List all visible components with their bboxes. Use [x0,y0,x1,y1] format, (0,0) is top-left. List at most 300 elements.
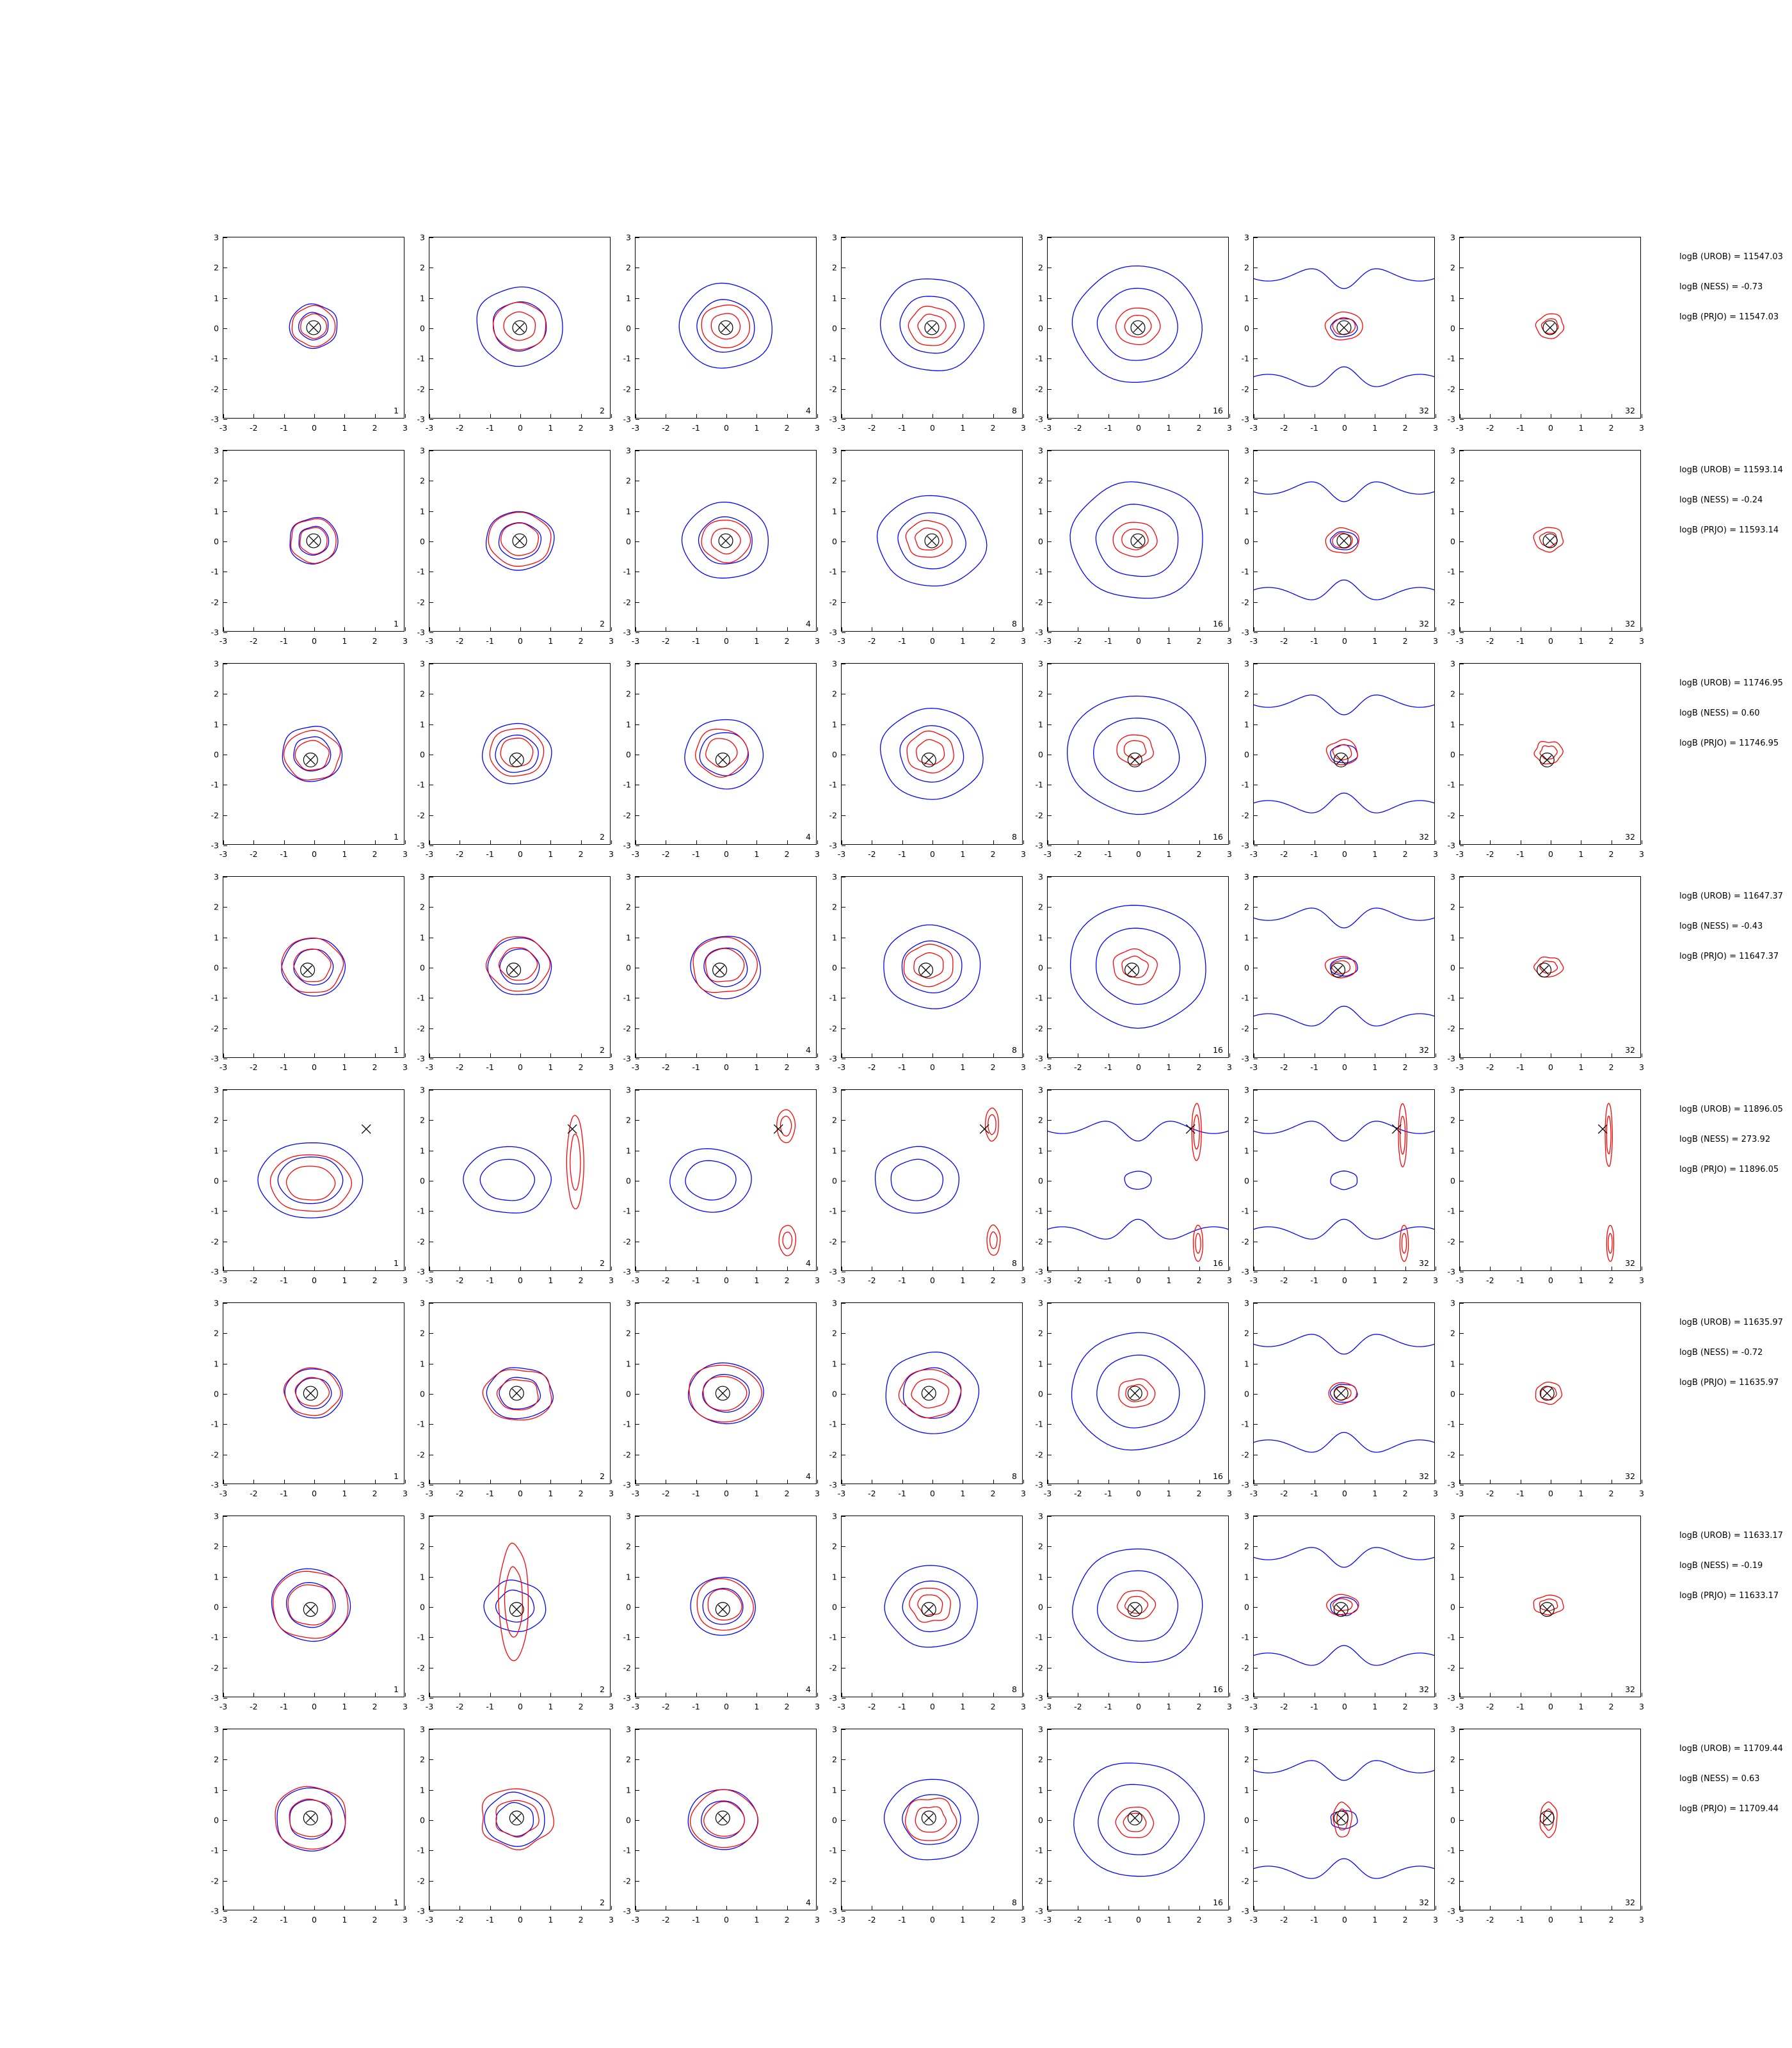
y-tickmark [1048,845,1052,846]
x-tick-label: 1 [548,1489,554,1498]
y-tick-label: 2 [1038,689,1043,699]
annotation-line: logB (NESS) = 0.63 [1679,1774,1760,1784]
x-tickmark [902,627,903,631]
y-tickmark [429,1424,433,1425]
y-tickmark [429,1759,433,1760]
x-tick-label: -2 [1074,1062,1082,1072]
x-tick-label: -1 [1104,636,1112,646]
x-tickmark [581,414,582,418]
y-tickmark [1254,724,1258,725]
y-tickmark [636,328,639,329]
y-tick-label: -2 [1447,597,1455,607]
y-tickmark [223,237,227,238]
x-tickmark [1405,1906,1406,1910]
x-tickmark [284,1053,285,1057]
y-tick-label: 0 [1244,536,1249,547]
x-tick-label: 2 [784,1062,790,1072]
x-tick-label: 3 [609,1702,614,1711]
contour-panel-r7-c6 [1241,1511,1438,1711]
y-tickmark [842,419,845,420]
x-tick-label: 0 [724,1702,729,1711]
contour-panel-r2-c3 [623,445,820,646]
x-tick-label: -2 [662,1702,670,1711]
annotation-line: logB (UROB) = 11746.95 [1679,678,1783,688]
x-tick-label: 0 [1136,1702,1141,1711]
x-tickmark [253,840,254,844]
x-tick-label: -1 [1516,1915,1524,1924]
x-tickmark [611,1906,612,1910]
y-tick-label: -3 [623,840,631,851]
y-tick-label: 0 [214,1602,219,1612]
x-tick-label: 2 [578,423,584,433]
y-tick-label: -2 [829,1663,837,1673]
x-tick-label: -2 [1486,1062,1494,1072]
y-tick-label: -1 [1241,780,1249,790]
x-tick-label: -3 [1455,849,1464,859]
x-tick-label: 1 [1372,636,1378,646]
y-tick-label: -3 [1241,1053,1249,1064]
y-tick-label: -1 [1241,566,1249,577]
x-tickmark [490,627,491,631]
x-tickmark [1199,627,1200,631]
y-tick-label: 0 [626,1176,631,1186]
x-tick-label: -3 [631,1276,640,1285]
x-tickmark [817,1480,818,1484]
x-tick-label: 3 [1639,636,1644,646]
x-tick-label: 3 [1433,849,1438,859]
y-tickmark [429,358,433,359]
y-tick-label: -1 [211,1206,219,1216]
annotation-line: logB (UROB) = 11635.97 [1679,1318,1783,1327]
x-tickmark [223,1053,224,1057]
y-tick-label: 3 [626,1298,631,1308]
x-tickmark [253,1693,254,1697]
x-tick-label: -2 [250,1702,258,1711]
y-tick-label: 3 [420,445,425,456]
y-tick-label: -2 [623,1450,631,1460]
y-tick-label: 2 [1450,902,1455,912]
x-tick-label: -2 [250,1489,258,1498]
y-tickmark [1048,1516,1052,1517]
y-tickmark [1048,1820,1052,1821]
y-tick-label: 3 [214,445,219,456]
y-tick-label: 1 [1244,719,1249,730]
y-tick-label: -1 [829,993,837,1003]
contour-panel-r8-c3 [623,1724,820,1924]
y-tick-label: -2 [623,1023,631,1034]
x-tick-label: 0 [1548,1915,1553,1924]
x-tick-label: -3 [1455,1276,1464,1285]
y-tick-label: -1 [1241,993,1249,1003]
x-tickmark [993,1906,994,1910]
x-tickmark [902,1053,903,1057]
y-tick-label: -3 [211,1480,219,1490]
x-tick-label: 1 [960,423,966,433]
y-tick-label: 2 [1244,262,1249,273]
y-tick-label: -2 [1035,1023,1043,1034]
panel-index-label: 32 [1625,1898,1635,1907]
y-tick-label: 1 [832,293,837,303]
x-tick-label: -1 [898,423,906,433]
x-tick-label: -2 [250,636,258,646]
x-tickmark [581,1906,582,1910]
y-tick-label: 2 [1244,1541,1249,1551]
x-tick-label: -3 [219,1915,228,1924]
panel-index-label: 16 [1213,1045,1223,1055]
y-tick-label: 2 [420,902,425,912]
x-tick-label: 0 [518,423,523,433]
contour-panel-r2-c4 [829,445,1026,646]
x-tick-label: -3 [631,1915,640,1924]
y-tickmark [223,1881,227,1882]
y-tick-label: -1 [417,1419,425,1429]
y-tickmark [1254,1790,1258,1791]
x-tick-label: 1 [548,636,554,646]
y-tickmark [842,511,845,512]
y-tick-label: -3 [417,414,425,424]
y-tick-label: -2 [1241,384,1249,394]
y-tickmark [842,1303,845,1304]
x-tick-label: 3 [609,1915,614,1924]
y-tick-label: 3 [214,232,219,243]
y-tick-label: -1 [1035,1845,1043,1855]
x-tickmark [993,414,994,418]
y-tick-label: 0 [626,749,631,760]
y-tick-label: 2 [832,902,837,912]
x-tick-label: -1 [898,1276,906,1285]
y-tick-label: 2 [214,1541,219,1551]
y-tickmark [842,389,845,390]
x-tickmark [932,1906,933,1910]
x-tick-label: 3 [403,1489,408,1498]
y-tick-label: 1 [214,719,219,730]
y-tickmark [429,419,433,420]
y-tickmark [1460,1211,1464,1212]
x-tick-label: -1 [486,1276,494,1285]
x-tickmark [520,1693,521,1697]
x-tick-label: 2 [990,1915,996,1924]
y-tickmark [842,1637,845,1638]
x-tickmark [611,627,612,631]
y-tickmark [1254,358,1258,359]
x-tickmark [726,1906,727,1910]
panel-index-label: 1 [394,1684,399,1694]
x-tick-label: 2 [1402,1276,1408,1285]
x-tick-label: 0 [1548,1062,1553,1072]
y-tickmark [1460,632,1464,633]
y-tickmark [842,815,845,816]
annotation-line: logB (PRJO) = 11746.95 [1679,739,1779,748]
x-tickmark [253,1267,254,1270]
x-tick-label: -1 [280,1702,288,1711]
contour-panel-r5-c3 [623,1085,820,1285]
y-tickmark [1048,1090,1052,1091]
y-tickmark [636,1759,639,1760]
y-tickmark [1048,1333,1052,1334]
y-tickmark [842,541,845,542]
annotation-line: logB (UROB) = 11709.44 [1679,1744,1783,1754]
row-annotations-r4 [1679,892,1783,982]
y-tick-label: 0 [420,749,425,760]
y-tickmark [1460,1607,1464,1608]
y-tick-label: 1 [420,1785,425,1795]
x-tickmark [756,627,757,631]
y-tick-label: 0 [1244,963,1249,973]
y-tick-label: 3 [832,232,837,243]
x-tick-label: 1 [548,1702,554,1711]
y-tick-label: 3 [214,1724,219,1734]
x-tickmark [1490,1693,1491,1697]
y-tickmark [1048,907,1052,908]
y-tick-label: 2 [832,262,837,273]
x-tick-label: 0 [518,849,523,859]
contour-panel-r2-c1 [211,445,408,646]
x-tickmark [787,840,788,844]
y-tick-label: 0 [1244,1176,1249,1186]
y-tick-label: -2 [417,1236,425,1247]
contour-panel-r5-c1 [211,1085,408,1285]
x-tick-label: -3 [425,849,434,859]
y-tickmark [429,511,433,512]
x-tickmark [490,414,491,418]
x-tick-label: -1 [898,1915,906,1924]
x-tick-label: 2 [784,636,790,646]
x-tickmark [550,1480,551,1484]
x-tick-label: 0 [724,636,729,646]
x-tick-label: -3 [837,1062,846,1072]
y-tickmark [1048,1303,1052,1304]
y-tick-label: -3 [417,1267,425,1277]
x-tickmark [375,840,376,844]
y-tick-label: 0 [1450,749,1455,760]
y-tick-label: -2 [1241,1876,1249,1886]
x-tick-label: 3 [1227,1702,1232,1711]
y-tickmark [636,1090,639,1091]
x-tick-label: -3 [1249,636,1258,646]
y-tickmark [223,1028,227,1029]
panel-index-label: 16 [1213,1258,1223,1268]
x-tickmark [1108,414,1109,418]
contour-panel-r5-c2 [417,1085,614,1285]
row-annotations-r6 [1679,1318,1783,1408]
x-tickmark [405,414,406,418]
y-tickmark [1460,1333,1464,1334]
y-tick-label: -3 [829,1693,837,1703]
x-tickmark [696,840,697,844]
y-tick-label: -1 [623,1632,631,1642]
x-tickmark [1108,627,1109,631]
x-tick-label: 1 [342,1276,348,1285]
y-tick-label: 0 [214,963,219,973]
y-tick-label: 3 [1244,445,1249,456]
y-tick-label: 1 [1450,719,1455,730]
x-tickmark [756,1693,757,1697]
contour-panel-r5-c6 [1241,1085,1438,1285]
x-tickmark [520,1267,521,1270]
y-tickmark [1254,1820,1258,1821]
y-tickmark [223,815,227,816]
x-tick-label: -2 [868,1062,876,1072]
x-tick-label: 1 [548,1915,554,1924]
x-tick-label: -3 [837,636,846,646]
x-tick-label: -3 [837,1489,846,1498]
x-tick-label: 0 [724,1489,729,1498]
y-tickmark [429,237,433,238]
x-tick-label: -2 [1074,636,1082,646]
x-tick-label: 0 [1136,1915,1141,1924]
y-tick-label: -1 [829,1632,837,1642]
y-tickmark [223,1759,227,1760]
y-tickmark [429,632,433,633]
y-tick-label: 1 [832,506,837,516]
y-tickmark [842,328,845,329]
panel-index-label: 4 [806,1045,811,1055]
x-tick-label: -1 [280,1915,288,1924]
y-tick-label: -2 [1241,1450,1249,1460]
x-tickmark [726,1053,727,1057]
x-tick-label: -2 [250,849,258,859]
y-tick-label: 2 [214,689,219,699]
y-tickmark [1254,1424,1258,1425]
annotation-line: logB (UROB) = 11593.14 [1679,465,1783,475]
y-tick-label: 0 [214,323,219,333]
y-tick-label: -1 [417,1845,425,1855]
panel-index-label: 2 [600,619,605,628]
y-tickmark [636,1607,639,1608]
y-tickmark [1048,1698,1052,1699]
x-tick-label: -1 [280,849,288,859]
x-tick-label: 1 [1166,423,1172,433]
panel-index-label: 4 [806,619,811,628]
x-tick-label: -1 [1310,423,1318,433]
x-tick-label: 1 [960,1062,966,1072]
x-tick-label: 1 [754,636,760,646]
y-tick-label: -2 [829,1023,837,1034]
y-tick-label: 0 [1244,1389,1249,1399]
x-tick-label: -1 [486,1702,494,1711]
y-tick-label: -1 [211,1419,219,1429]
y-tick-label: -1 [1035,1206,1043,1216]
y-tick-label: 2 [1244,1754,1249,1764]
x-tick-label: -3 [219,849,228,859]
y-tickmark [429,389,433,390]
x-tickmark [1229,1906,1230,1910]
x-tickmark [520,840,521,844]
y-tickmark [223,541,227,542]
x-tick-label: -3 [1249,423,1258,433]
panel-index-label: 2 [600,1684,605,1694]
x-tickmark [932,627,933,631]
x-tick-label: 0 [724,1915,729,1924]
x-tick-label: -3 [837,1702,846,1711]
x-tick-label: -2 [868,423,876,433]
y-tick-label: -1 [829,1845,837,1855]
y-tickmark [636,1333,639,1334]
contour-panel-r3-c5 [1035,659,1232,859]
x-tick-label: -3 [631,423,640,433]
y-tick-label: -3 [1035,1693,1043,1703]
y-tickmark [636,1911,639,1912]
y-tick-label: 3 [1450,659,1455,669]
contour-panel-r1-c6 [1241,232,1438,433]
x-tickmark [696,1480,697,1484]
y-tick-label: -2 [1241,1236,1249,1247]
y-tick-label: 3 [1450,872,1455,882]
x-tick-label: -3 [1455,1489,1464,1498]
x-tick-label: 0 [930,1276,935,1285]
x-tick-label: 2 [1608,1276,1614,1285]
x-tick-label: -1 [1516,1489,1524,1498]
x-tickmark [581,1693,582,1697]
x-tick-label: -2 [1074,1702,1082,1711]
x-tick-label: -2 [868,1915,876,1924]
y-tick-label: -3 [1035,1480,1043,1490]
x-tick-label: 2 [578,1915,584,1924]
y-tick-label: 1 [214,1359,219,1369]
y-tickmark [636,1881,639,1882]
x-tick-label: -1 [898,1702,906,1711]
y-tick-label: 1 [214,506,219,516]
x-tick-label: -2 [1486,423,1494,433]
x-tickmark [344,1693,345,1697]
y-tick-label: 3 [214,1511,219,1521]
x-tick-label: -2 [456,636,464,646]
y-tick-label: -3 [1241,1480,1249,1490]
y-tick-label: -2 [1035,1236,1043,1247]
annotation-line: logB (PRJO) = 11896.05 [1679,1165,1779,1174]
x-tick-label: 0 [312,1489,317,1498]
x-tick-label: 3 [815,1702,820,1711]
x-tick-label: -3 [425,1276,434,1285]
x-tick-label: -3 [1043,1276,1052,1285]
panel-index-label: 16 [1213,1471,1223,1481]
y-tick-label: 1 [832,719,837,730]
x-tick-label: 1 [548,849,554,859]
y-tick-label: -2 [417,1450,425,1460]
y-tickmark [429,1820,433,1821]
y-tick-label: -2 [211,810,219,820]
x-tickmark [726,414,727,418]
x-tick-label: 1 [1372,849,1378,859]
x-tick-label: -1 [692,1915,700,1924]
x-tickmark [787,1693,788,1697]
x-tickmark [429,1906,430,1910]
x-tick-label: -3 [425,636,434,646]
y-tick-label: -2 [417,1023,425,1034]
x-tickmark [993,840,994,844]
x-tick-label: 2 [784,1702,790,1711]
x-tick-label: -2 [1074,849,1082,859]
panel-index-label: 1 [394,832,399,842]
y-tickmark [1048,511,1052,512]
y-tickmark [842,1028,845,1029]
y-tickmark [1254,511,1258,512]
x-tick-label: 3 [1021,1702,1026,1711]
y-tick-label: -1 [211,566,219,577]
y-tick-label: 2 [214,1328,219,1338]
x-tick-label: -3 [219,1276,228,1285]
y-tickmark [1460,298,1464,299]
y-tickmark [223,1394,227,1395]
y-tick-label: -3 [1241,627,1249,637]
y-tickmark [429,602,433,603]
y-tickmark [842,1546,845,1547]
x-tick-label: 2 [372,1062,378,1072]
y-tickmark [1254,1516,1258,1517]
y-tickmark [842,1850,845,1851]
x-tick-label: -3 [425,1489,434,1498]
x-tickmark [1199,1480,1200,1484]
